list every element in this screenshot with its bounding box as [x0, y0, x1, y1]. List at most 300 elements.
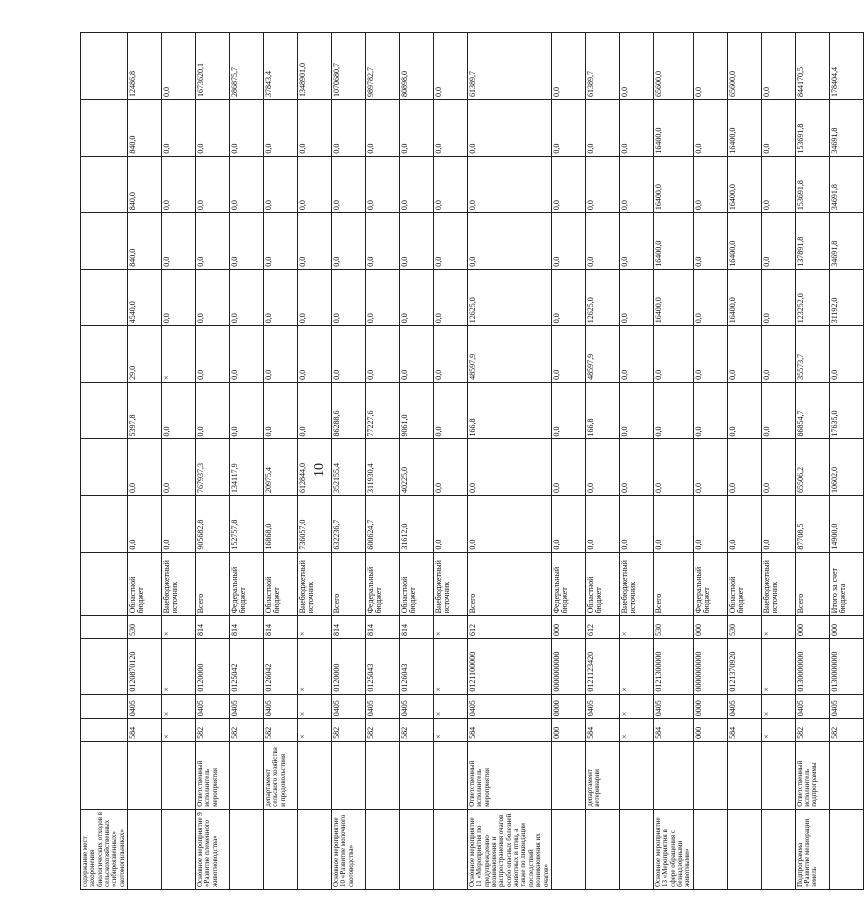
table-cell: 0,0: [366, 269, 400, 326]
table-cell: 905682,8: [196, 496, 230, 553]
table-cell: [81, 439, 128, 496]
table-cell: 0405: [585, 694, 619, 719]
table-cell: 14900,0: [829, 496, 863, 553]
table-cell: 0,0: [196, 156, 230, 213]
table-cell: 0,0: [196, 99, 230, 156]
table-cell: 0,0: [162, 496, 196, 553]
table-cell: 0405: [727, 694, 761, 719]
table-cell: 16400,0: [727, 213, 761, 270]
table-cell: 0,0: [761, 496, 795, 553]
table-cell: 582: [400, 719, 434, 742]
table-cell: 29,0: [128, 326, 162, 383]
table-cell: 0,0: [619, 99, 653, 156]
table-cell: 0,0: [230, 156, 264, 213]
table-cell: 0,0: [727, 382, 761, 439]
table-cell: 0,0: [693, 33, 727, 100]
table-cell: 0121300000: [653, 639, 693, 695]
table-cell: 352155,4: [332, 439, 366, 496]
table-cell: 814: [366, 616, 400, 639]
table-cell: 814: [196, 616, 230, 639]
table-cell: 0,0: [585, 213, 619, 270]
table-cell: 0,0: [332, 326, 366, 383]
page-number: 10: [312, 463, 327, 477]
table-cell: 736057,0: [298, 496, 332, 553]
table-cell: [400, 809, 434, 889]
table-cell: 814: [332, 616, 366, 639]
table-cell: 584: [468, 719, 552, 742]
table-cell: 000: [795, 616, 829, 639]
table-cell: ×: [162, 639, 196, 695]
table-cell: 16400,0: [653, 156, 693, 213]
table-cell: Областной бюджет: [585, 552, 619, 616]
table-cell: 48597,9: [468, 326, 552, 383]
table-cell: Областной бюджет: [128, 552, 162, 616]
table-cell: Внебюджетный источник: [298, 552, 332, 616]
table-cell: ×: [434, 616, 468, 639]
table-cell: 0,0: [761, 99, 795, 156]
table-cell: Основное мероприятие 10 «Развитие молочного скотоводства»: [332, 809, 366, 889]
table-cell: 9061,0: [400, 382, 434, 439]
table-cell: 582: [196, 719, 230, 742]
table-cell: 000: [693, 719, 727, 742]
budget-table-container: [80, 32, 847, 890]
table-cell: 0,0: [298, 156, 332, 213]
table-row: [366, 33, 400, 890]
table-cell: Всего: [332, 552, 366, 616]
table-cell: 80898,0: [400, 33, 434, 100]
table-cell: 166,8: [468, 382, 552, 439]
table-cell: 34691,8: [829, 156, 863, 213]
table-cell: 0405: [264, 694, 298, 719]
budget-table: [80, 32, 864, 890]
table-cell: 0405: [468, 694, 552, 719]
table-cell: 0405: [653, 694, 693, 719]
table-cell: 137891,8: [795, 213, 829, 270]
table-cell: Внебюджетный источник: [162, 552, 196, 616]
table-cell: [81, 496, 128, 553]
table-cell: Внебюджетный источник: [761, 552, 795, 616]
table-row: [761, 33, 795, 890]
table-cell: 584: [653, 719, 693, 742]
table-cell: 0,0: [434, 33, 468, 100]
table-cell: 0,0: [434, 213, 468, 270]
table-cell: 5397,8: [128, 382, 162, 439]
table-cell: ×: [162, 616, 196, 639]
table-cell: 530: [727, 616, 761, 639]
table-cell: 0130000000: [795, 639, 829, 695]
table-cell: 0,0: [332, 213, 366, 270]
table-cell: 0,0: [332, 99, 366, 156]
table-cell: 0,0: [761, 326, 795, 383]
table-cell: 0,0: [434, 439, 468, 496]
table-cell: 0130000000: [829, 639, 863, 695]
table-cell: 12625,0: [585, 269, 619, 326]
table-cell: 814: [230, 616, 264, 639]
table-cell: Ответственный исполнитель мероприятия: [196, 741, 230, 809]
table-cell: 0125043: [366, 639, 400, 695]
table-cell: 123252,0: [795, 269, 829, 326]
table-cell: 0,0: [693, 326, 727, 383]
table-cell: 0,0: [693, 99, 727, 156]
table-cell: 0,0: [196, 269, 230, 326]
table-cell: 0,0: [551, 156, 585, 213]
table-cell: [434, 741, 468, 809]
table-cell: Ответственный исполнитель мероприятия: [468, 741, 552, 809]
table-cell: 0,0: [551, 99, 585, 156]
table-row: [551, 33, 585, 890]
table-cell: 582: [230, 719, 264, 742]
table-cell: 0126042: [264, 639, 298, 695]
table-cell: 0405: [196, 694, 230, 719]
table-body: [81, 33, 864, 890]
table-cell: 17635,0: [829, 382, 863, 439]
table-cell: 0,0: [761, 269, 795, 326]
table-cell: [551, 809, 585, 889]
table-cell: 0,0: [264, 326, 298, 383]
table-cell: 0,0: [551, 33, 585, 100]
table-cell: 0,0: [196, 382, 230, 439]
table-cell: 0,0: [619, 496, 653, 553]
table-cell: 0,0: [298, 382, 332, 439]
table-cell: 0,0: [468, 99, 552, 156]
table-cell: 0,0: [551, 213, 585, 270]
table-cell: 0,0: [230, 382, 264, 439]
table-cell: [693, 741, 727, 809]
table-cell: 0,0: [400, 269, 434, 326]
table-cell: 0,0: [298, 213, 332, 270]
table-cell: 0,0: [162, 99, 196, 156]
table-cell: 0405: [400, 694, 434, 719]
table-cell: 584: [585, 719, 619, 742]
table-cell: 0,0: [162, 33, 196, 100]
table-cell: [693, 809, 727, 889]
table-cell: 0,0: [693, 496, 727, 553]
table-cell: 0,0: [619, 326, 653, 383]
table-cell: 0000: [551, 694, 585, 719]
table-cell: 0125042: [230, 639, 264, 695]
table-cell: 0,0: [619, 156, 653, 213]
table-cell: 840,0: [128, 156, 162, 213]
table-cell: 0120000: [196, 639, 230, 695]
table-cell: 0,0: [400, 213, 434, 270]
table-cell: 840,0: [128, 213, 162, 270]
table-cell: 0,0: [264, 213, 298, 270]
table-cell: 65600,0: [727, 33, 761, 100]
table-cell: [128, 809, 162, 889]
table-cell: 87708,5: [795, 496, 829, 553]
table-cell: 16400,0: [653, 99, 693, 156]
table-cell: 61389,7: [585, 33, 619, 100]
table-cell: 584: [727, 719, 761, 742]
table-cell: [727, 809, 761, 889]
table-cell: 0121123420: [585, 639, 619, 695]
table-cell: 0,0: [298, 269, 332, 326]
table-cell: 0,0: [693, 269, 727, 326]
table-cell: 0,0: [829, 326, 863, 383]
table-cell: 4540,0: [128, 269, 162, 326]
table-cell: 0126043: [400, 639, 434, 695]
table-cell: 0,0: [264, 269, 298, 326]
table-cell: 0,0: [727, 496, 761, 553]
table-cell: 0,0: [400, 156, 434, 213]
table-cell: [619, 809, 653, 889]
table-cell: 0,0: [585, 496, 619, 553]
table-cell: Областной бюджет: [400, 552, 434, 616]
table-cell: 0,0: [761, 33, 795, 100]
table-cell: [162, 741, 196, 809]
table-cell: 0,0: [727, 439, 761, 496]
table-cell: [81, 639, 128, 695]
table-cell: 0,0: [619, 269, 653, 326]
table-cell: ×: [298, 694, 332, 719]
table-cell: 0,0: [298, 99, 332, 156]
table-row: [162, 33, 196, 890]
table-cell: ×: [162, 694, 196, 719]
table-cell: Итого за счет бюджета: [829, 552, 863, 616]
table-cell: 0,0: [434, 99, 468, 156]
table-cell: 16400,0: [727, 269, 761, 326]
table-cell: [128, 741, 162, 809]
table-cell: 0,0: [761, 382, 795, 439]
table-cell: 0,0: [366, 156, 400, 213]
table-cell: [230, 809, 264, 889]
table-cell: 0000000000: [551, 639, 585, 695]
table-cell: содержание мест захоронения биологических отходов в сельскохозяйственных «сибиреязвенных» скотомогильниках»: [81, 809, 128, 889]
table-cell: [81, 552, 128, 616]
table-cell: 166,8: [585, 382, 619, 439]
table-cell: 0,0: [366, 99, 400, 156]
table-cell: 0405: [230, 694, 264, 719]
table-cell: 0,0: [162, 213, 196, 270]
table-cell: 61389,7: [468, 33, 552, 100]
table-cell: 10602,0: [829, 439, 863, 496]
table-cell: 152757,8: [230, 496, 264, 553]
table-cell: 582: [332, 719, 366, 742]
table-cell: 153691,8: [795, 156, 829, 213]
table-cell: 582: [264, 719, 298, 742]
table-cell: 48597,9: [585, 326, 619, 383]
table-cell: 814: [400, 616, 434, 639]
table-cell: 16868,0: [264, 496, 298, 553]
table-cell: [81, 616, 128, 639]
table-cell: 178404,4: [829, 33, 863, 100]
table-cell: [264, 809, 298, 889]
table-cell: 000: [829, 616, 863, 639]
table-cell: 0,0: [400, 326, 434, 383]
table-cell: ×: [298, 639, 332, 695]
table-cell: 530: [128, 616, 162, 639]
table-cell: 0,0: [400, 99, 434, 156]
table-cell: ×: [761, 616, 795, 639]
table-cell: [81, 694, 128, 719]
table-row: [653, 33, 693, 890]
table-cell: Основное мероприятие 11 «Мероприятия по предупреждению возникновения и распространения очагов особо опасных болезней животных и птиц, а также по ликвидации последствий возникновения их очагов»: [468, 809, 552, 889]
table-row: [332, 33, 366, 890]
table-cell: 0,0: [468, 496, 552, 553]
table-cell: 0405: [795, 694, 829, 719]
table-cell: 1673620,1: [196, 33, 230, 100]
table-cell: ×: [619, 694, 653, 719]
table-cell: 530: [653, 616, 693, 639]
table-cell: 1070680,7: [332, 33, 366, 100]
table-cell: 0,0: [162, 269, 196, 326]
table-cell: ×: [298, 719, 332, 742]
table-cell: 0,0: [332, 269, 366, 326]
table-cell: [81, 326, 128, 383]
table-cell: 0,0: [264, 156, 298, 213]
table-cell: 31192,0: [829, 269, 863, 326]
table-cell: 311930,4: [366, 439, 400, 496]
table-cell: ×: [298, 616, 332, 639]
table-cell: 632236,7: [332, 496, 366, 553]
table-row: [230, 33, 264, 890]
table-cell: 0,0: [366, 326, 400, 383]
table-cell: 0,0: [585, 439, 619, 496]
table-cell: Подпрограмма «Развитие мелиорации земель: [795, 809, 829, 889]
table-cell: ×: [619, 639, 653, 695]
table-row: [829, 33, 863, 890]
table-cell: 767937,3: [196, 439, 230, 496]
table-cell: [81, 719, 128, 742]
table-cell: 12625,0: [468, 269, 552, 326]
table-cell: 0,0: [468, 156, 552, 213]
table-cell: 0121370920: [727, 639, 761, 695]
table-cell: Федеральный бюджет: [366, 552, 400, 616]
table-cell: [366, 741, 400, 809]
table-row: [727, 33, 761, 890]
table-cell: [366, 809, 400, 889]
table-cell: 0,0: [727, 326, 761, 383]
table-cell: Основное мероприятие 9 «Развитие племенного животноводства»: [196, 809, 230, 889]
table-cell: Федеральный бюджет: [551, 552, 585, 616]
table-cell: [829, 741, 863, 809]
table-cell: Ответственный исполнитель подпрограммы: [795, 741, 829, 809]
table-row: [619, 33, 653, 890]
table-cell: 0,0: [693, 439, 727, 496]
table-cell: 286875,7: [230, 33, 264, 100]
table-cell: 814: [264, 616, 298, 639]
table-cell: 0,0: [468, 213, 552, 270]
table-cell: Всего: [196, 552, 230, 616]
table-cell: ×: [434, 719, 468, 742]
table-cell: 0,0: [128, 439, 162, 496]
table-cell: Основное мероприятие 13 «Мероприятия в сфере обращения с безнадзорными животными»: [653, 809, 693, 889]
table-cell: Федеральный бюджет: [693, 552, 727, 616]
table-cell: [81, 269, 128, 326]
table-cell: 16400,0: [727, 156, 761, 213]
table-cell: 0,0: [162, 382, 196, 439]
table-cell: 989782,7: [366, 33, 400, 100]
table-cell: 0405: [332, 694, 366, 719]
table-cell: 0,0: [434, 269, 468, 326]
table-cell: 0,0: [761, 439, 795, 496]
table-cell: 77227,6: [366, 382, 400, 439]
table-cell: 16400,0: [653, 269, 693, 326]
table-cell: 000: [551, 719, 585, 742]
table-cell: 0,0: [128, 496, 162, 553]
table-cell: [585, 809, 619, 889]
table-cell: Всего: [468, 552, 552, 616]
table-cell: 0,0: [434, 156, 468, 213]
table-cell: 612844,0: [298, 439, 332, 496]
table-cell: [298, 809, 332, 889]
table-row: [795, 33, 829, 890]
table-cell: 0,0: [551, 382, 585, 439]
table-cell: 612: [585, 616, 619, 639]
table-cell: [551, 741, 585, 809]
table-cell: [230, 741, 264, 809]
table-cell: 65506,2: [795, 439, 829, 496]
table-cell: 35573,7: [795, 326, 829, 383]
table-cell: 000: [551, 616, 585, 639]
table-cell: [400, 741, 434, 809]
table-cell: 34691,8: [829, 99, 863, 156]
table-cell: ×: [162, 719, 196, 742]
table-cell: 0,0: [653, 439, 693, 496]
table-cell: 582: [366, 719, 400, 742]
table-cell: департамент сельского хозяйства и продовольствия: [264, 741, 298, 809]
table-cell: 0,0: [162, 439, 196, 496]
table-cell: Всего: [653, 552, 693, 616]
table-cell: 0,0: [366, 213, 400, 270]
table-cell: 1348901,0: [298, 33, 332, 100]
table-cell: 600624,7: [366, 496, 400, 553]
table-cell: 0,0: [264, 99, 298, 156]
table-cell: Федеральный бюджет: [230, 552, 264, 616]
table-cell: ×: [434, 694, 468, 719]
table-cell: департамент ветеринарии: [585, 741, 619, 809]
table-cell: 0,0: [551, 496, 585, 553]
table-cell: [653, 741, 693, 809]
table-cell: 0,0: [619, 213, 653, 270]
table-cell: [727, 741, 761, 809]
table-cell: Областной бюджет: [727, 552, 761, 616]
table-cell: 0405: [829, 694, 863, 719]
table-cell: [761, 741, 795, 809]
table-cell: [81, 99, 128, 156]
table-cell: 0120000: [332, 639, 366, 695]
table-cell: 134117,9: [230, 439, 264, 496]
table-cell: 0,0: [761, 213, 795, 270]
table-cell: 0,0: [619, 33, 653, 100]
table-cell: 0,0: [468, 439, 552, 496]
table-cell: ×: [162, 326, 196, 383]
table-cell: 582: [795, 719, 829, 742]
table-cell: 0,0: [434, 326, 468, 383]
table-cell: 0,0: [434, 496, 468, 553]
table-cell: 0,0: [551, 439, 585, 496]
table-cell: 0,0: [585, 99, 619, 156]
table-row: [298, 33, 332, 890]
table-cell: Внебюджетный источник: [434, 552, 468, 616]
table-cell: 0000: [693, 694, 727, 719]
table-cell: 0,0: [230, 213, 264, 270]
table-cell: 86854,7: [795, 382, 829, 439]
table-row: [196, 33, 230, 890]
table-cell: 16400,0: [653, 213, 693, 270]
table-cell: [81, 382, 128, 439]
table-row: [81, 33, 128, 890]
table-cell: 0,0: [653, 326, 693, 383]
table-cell: [434, 809, 468, 889]
table-cell: 0,0: [162, 156, 196, 213]
table-cell: 65600,0: [653, 33, 693, 100]
table-cell: [81, 33, 128, 100]
table-cell: 0,0: [332, 156, 366, 213]
table-cell: 86288,6: [332, 382, 366, 439]
table-cell: 0,0: [230, 326, 264, 383]
table-cell: ×: [434, 639, 468, 695]
